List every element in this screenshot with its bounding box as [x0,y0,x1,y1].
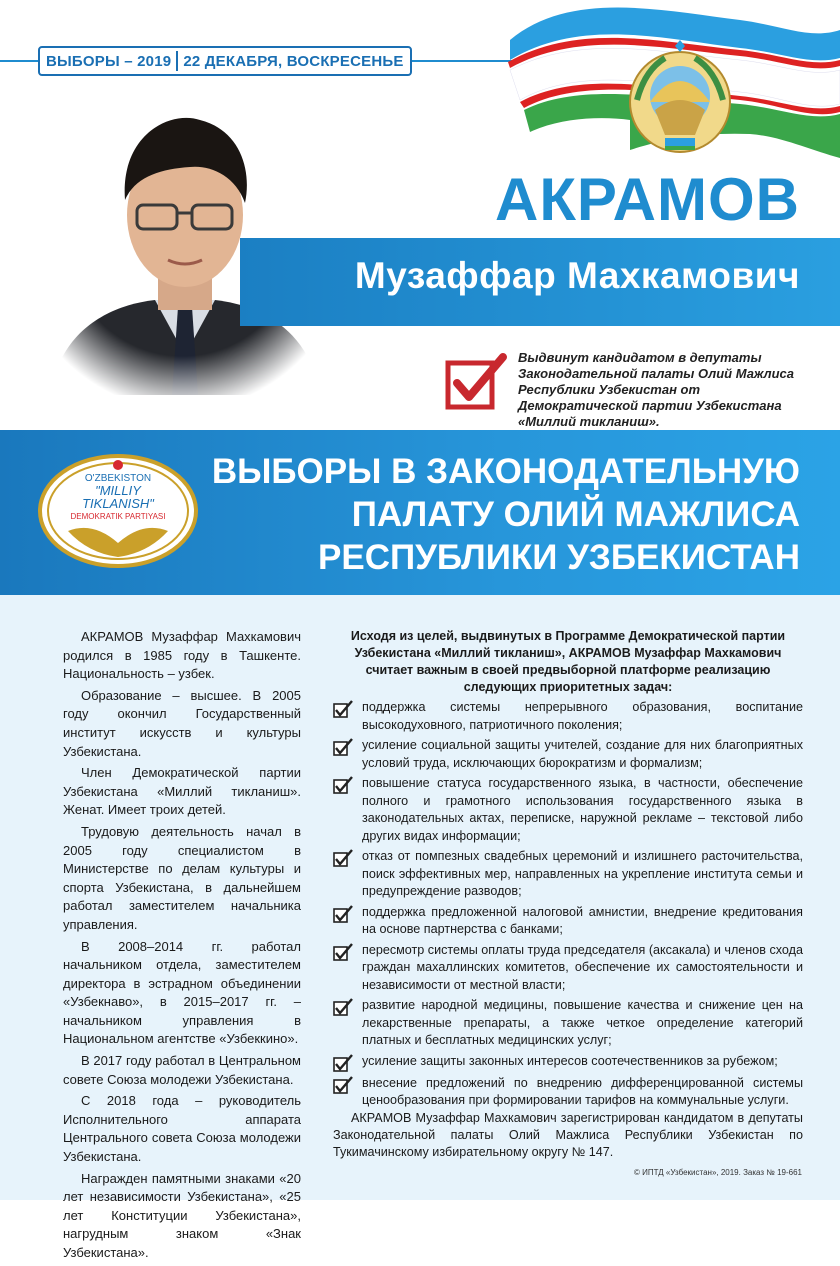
checkbox-icon [333,1054,353,1072]
date-label: 22 ДЕКАБРЯ, ВОСКРЕСЕНЬЕ [183,52,404,70]
list-item [333,997,803,1050]
party-logo-line1: O'ZBEKISTON [84,473,152,484]
checkbox-icon [333,776,353,794]
bio-paragraph: Награжден памятными знаками «20 лет независимости Узбекистана», «25 лет Конституции Узбекистана», нагрудным знаком «Знак Узбекистана». [63,1170,301,1260]
elections-title-line: ВЫБОРЫ В ЗАКОНОДАТЕЛЬНУЮ [211,452,800,491]
checkbox-icon [333,998,353,1016]
checkbox-icon [333,943,353,961]
list-item [333,904,803,939]
platform-task-list [333,699,803,1113]
bio-paragraph: В 2017 году работал в Центральном совете Союза молодежи Узбекистана. [63,1053,301,1087]
party-logo-icon [38,453,198,568]
elections-title-line: ПАЛАТУ ОЛИЙ МАЖЛИСА [351,495,800,534]
task-text: повышение статуса государственного языка, в частности, обеспечение полного и грамотного использования государственного языка в законодательных актах, переписке, наружной рекламе – текстовой либо других видах информации; [362,776,803,843]
election-date-badge [38,46,412,76]
list-item [333,699,803,734]
biography [63,628,301,1266]
candidate-surname: АКРАМОВ [494,166,800,233]
candidate-name: Музаффар Махкамович [354,255,800,296]
checkbox-icon [333,849,353,867]
bio-paragraph: Трудовую деятельность начал в 2005 году специалистом в Министерстве по делам культуры и спорта Узбекистана, в дальнейшем работал заместителем начальника управления. [63,823,301,932]
registration-text: АКРАМОВ Музаффар Махкамович зарегистрирован кандидатом в депутаты Законодательной палаты Олий Мажлиса Республики Узбекистан по Тукимачинскому избирательному округу № 147. [333,1111,803,1159]
nomination-text: Выдвинут кандидатом в депутаты Законодательной палаты Олий Мажлиса Республики Узбекистан от Демократической партии Узбекистана «Миллий тикланиш». [518,350,794,429]
task-text: внесение предложений по внедрению дифференцированной системы ценообразования при формировании тарифов на коммунальные услуги. [362,1075,803,1107]
task-text: развитие народной медицины, повышение качества и снижение цен на лекарственные препараты, а также четкое определение категорий платных и бесплатных медицинских услуг; [362,998,803,1047]
checkbox-icon [445,353,507,411]
print-imprint: © ИПТД «Узбекистан», 2019. Заказ № 19-661 [634,1168,802,1177]
party-logo-line2: "MILLIY [95,483,141,498]
elections-label: ВЫБОРЫ – 2019 [46,52,172,70]
elections-title [180,450,800,579]
task-text: отказ от помпезных свадебных церемоний и излишнего расточительства, поиск эффективных мер, направленных на укрепление института семьи и предупреждение разводов; [362,849,803,898]
list-item [333,1075,803,1110]
bio-paragraph: В 2008–2014 гг. работал начальником отдела, заместителем директора в эстрадном объединении «Узбекнаво», в 2015–2017 гг. – начальником управления в Национальном агентстве «Узбеккино». [63,938,301,1047]
bio-paragraph: АКРАМОВ Музаффар Махкамович родился в 1985 году в Ташкенте. Национальность – узбек. [63,629,301,682]
bio-paragraph: Образование – высшее. В 2005 году окончил Государственный институт искусств и культуры Узбекистана. [63,687,301,759]
checkbox-icon [333,700,353,718]
list-item [333,848,803,901]
task-text: усиление защиты законных интересов соотечественников за рубежом; [362,1053,778,1068]
task-text: поддержка предложенной налоговой амнистии, внедрение кредитования на основе партнерства с банками; [362,904,803,936]
bio-paragraph: Член Демократической партии Узбекистана «Миллий тикланиш». Женат. Имеет троих детей. [63,765,301,818]
checkbox-icon [333,905,353,923]
party-logo-line3: TIKLANISH" [82,496,154,511]
bio-paragraph: С 2018 года – руководитель Исполнительного аппарата Центрального совета Союза молодежи Узбекистана. [63,1093,301,1165]
list-item [333,737,803,772]
checkbox-icon [333,1076,353,1094]
checkbox-icon [333,738,353,756]
list-item [333,942,803,995]
task-text: усиление социальной защиты учителей, создание для них благоприятных условий труда, исключающих бюрократизм и формализм; [362,738,803,770]
badge-separator [176,51,178,71]
task-text: пересмотр системы оплаты труда председателя (аксакала) и членов схода граждан махаллинских комитетов, обеспечение их самостоятельности и независимости от местной власти; [362,942,803,992]
elections-title-line: РЕСПУБЛИКИ УЗБЕКИСТАН [318,538,800,577]
platform-intro: Исходя из целей, выдвинутых в Программе Демократической партии Узбекистана «Миллий тикланиш», АКРАМОВ Музаффар Махкамович считает важным в своей предвыборной платформе реализацию следующих приоритетных задач: [350,629,786,694]
list-item [333,1053,803,1072]
list-item [333,775,803,845]
emblem-icon [625,40,735,158]
party-logo-line4: DEMOKRATIK PARTIYASI [70,512,166,521]
task-text: поддержка системы непрерывного образования, воспитание высокодуховного, патриотичного поколения; [362,700,803,732]
